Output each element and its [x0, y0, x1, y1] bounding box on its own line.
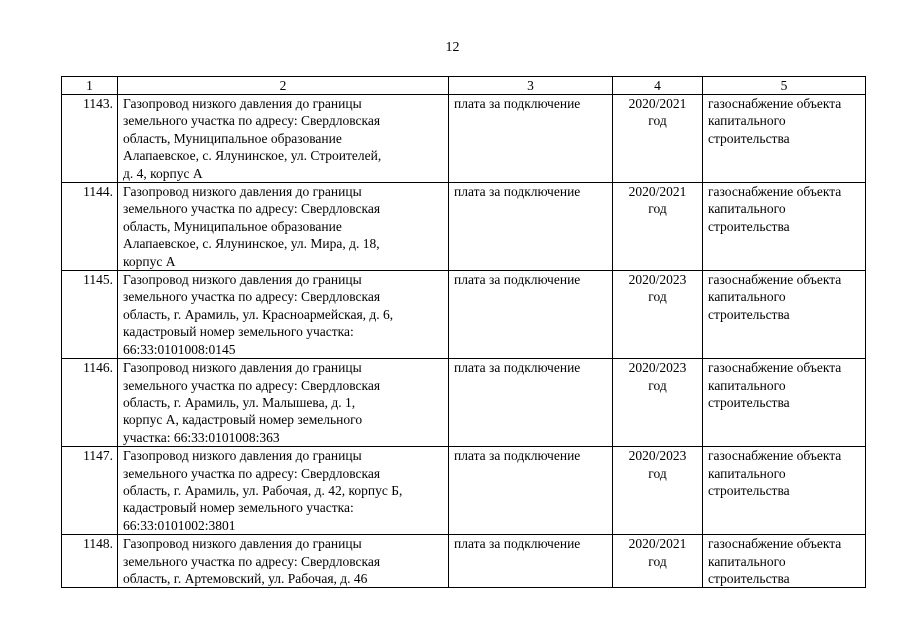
fee-type: плата за подключение — [449, 271, 613, 359]
object-description: Газопровод низкого давления до границы земельного участка по адресу: Свердловская область, Муниципальное образование Алапаевское, с. Ялунинское, ул. Мира, д. 18, корпус А — [118, 183, 449, 271]
table-row — [62, 95, 866, 183]
fee-type: плата за подключение — [449, 183, 613, 271]
table-row — [62, 271, 866, 359]
row-number: 1147. — [62, 447, 118, 535]
table-row — [62, 447, 866, 535]
fee-type: плата за подключение — [449, 535, 613, 588]
object-description: Газопровод низкого давления до границы земельного участка по адресу: Свердловская область, г. Арамиль, ул. Красноармейская, д. 6, кадастровый номер земельного участка: 66:33:0101008:0145 — [118, 271, 449, 359]
header-cell: 5 — [703, 77, 866, 95]
period: 2020/2023 год — [613, 359, 703, 447]
purpose: газоснабжение объекта капитального строительства — [703, 183, 866, 271]
table-row — [62, 535, 866, 588]
row-number: 1143. — [62, 95, 118, 183]
row-number: 1148. — [62, 535, 118, 588]
period: 2020/2021 год — [613, 183, 703, 271]
row-number: 1144. — [62, 183, 118, 271]
purpose: газоснабжение объекта капитального строительства — [703, 447, 866, 535]
purpose: газоснабжение объекта капитального строительства — [703, 95, 866, 183]
purpose: газоснабжение объекта капитального строительства — [703, 359, 866, 447]
fee-type: плата за подключение — [449, 95, 613, 183]
fee-type: плата за подключение — [449, 359, 613, 447]
object-description: Газопровод низкого давления до границы земельного участка по адресу: Свердловская область, Муниципальное образование Алапаевское, с. Ялунинское, ул. Строителей, д. 4, корпус А — [118, 95, 449, 183]
period: 2020/2023 год — [613, 271, 703, 359]
period: 2020/2021 год — [613, 535, 703, 588]
header-cell: 3 — [449, 77, 613, 95]
purpose: газоснабжение объекта капитального строительства — [703, 271, 866, 359]
header-cell: 2 — [118, 77, 449, 95]
table-header-row — [62, 77, 866, 95]
row-number: 1145. — [62, 271, 118, 359]
header-cell: 1 — [62, 77, 118, 95]
gas-connection-table — [61, 76, 866, 588]
purpose: газоснабжение объекта капитального строительства — [703, 535, 866, 588]
period: 2020/2021 год — [613, 95, 703, 183]
object-description: Газопровод низкого давления до границы земельного участка по адресу: Свердловская область, г. Арамиль, ул. Малышева, д. 1, корпус А, кадастровый номер земельного участка: 66:33:0101008:363 — [118, 359, 449, 447]
table-row — [62, 183, 866, 271]
object-description: Газопровод низкого давления до границы земельного участка по адресу: Свердловская область, г. Артемовский, ул. Рабочая, д. 46 — [118, 535, 449, 588]
fee-type: плата за подключение — [449, 447, 613, 535]
page-number: 12 — [445, 40, 460, 55]
table-row — [62, 359, 866, 447]
object-description: Газопровод низкого давления до границы земельного участка по адресу: Свердловская область, г. Арамиль, ул. Рабочая, д. 42, корпус Б, кадастровый номер земельного участка: 66:33:0101002:3801 — [118, 447, 449, 535]
period: 2020/2023 год — [613, 447, 703, 535]
row-number: 1146. — [62, 359, 118, 447]
header-cell: 4 — [613, 77, 703, 95]
